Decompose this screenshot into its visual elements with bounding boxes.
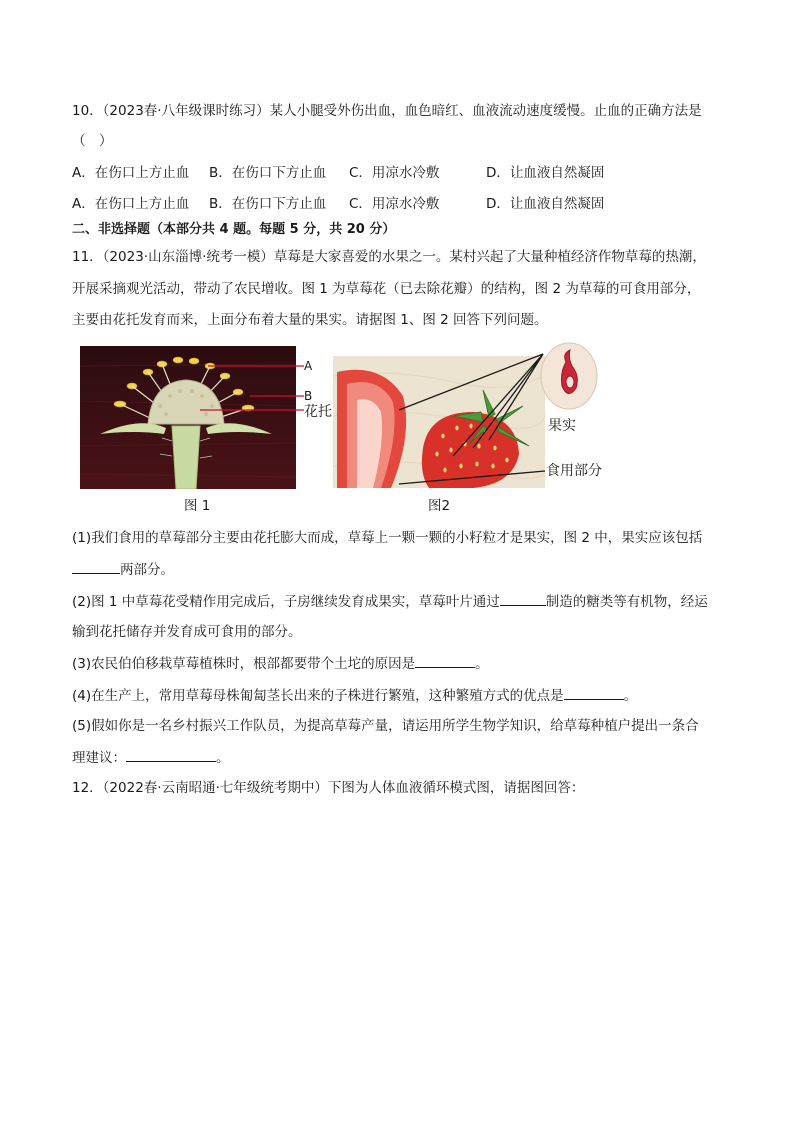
answer-blank[interactable] [500,591,546,606]
answer-blank[interactable] [564,685,624,700]
figure-2-leader-lines [395,348,555,488]
figure-2-label-fruit: 果实 [548,418,576,434]
figure-1-leader-lines [200,356,306,416]
q11-sub3-tail: 。 [475,656,489,672]
q11-sub3-head: (3)农民伯伯移栽草莓植株时，根部都要带个土坨的原因是 [72,656,416,672]
figure-1-label-b: B [304,389,313,403]
q10-option-d: D．让血液自然凝固 [486,165,605,181]
figure-1-label-receptacle: 花托 [304,404,332,420]
q10-option-c: C．用凉水冷敷 [349,165,440,181]
section-heading: 二、非选择题（本部分共 4 题。每题 5 分，共 20 分） [72,222,396,237]
q10-answer-paren: （ ） [72,133,113,149]
q12-stem: 12．（2022春·云南昭通·七年级统考期中）下图为人体血液循环模式图，请据图回答： [72,780,585,796]
answer-blank[interactable] [415,653,475,668]
q11-sub2-line1 [72,591,708,612]
q11-sub4-head: (4)在生产上，常用草莓母株匍匐茎长出来的子株进行繁殖，这种繁殖方式的优点是 [72,688,564,704]
answer-blank[interactable] [126,747,216,762]
q11-sub5-head: 理建议： [72,750,126,766]
q11-stem-line2: 开展采摘观光活动，带动了农民增收。图 1 为草莓花（已去除花瓣）的结构，图 2 为草莓的可食用部分， [72,281,701,297]
q11-sub1-line1: (1)我们食用的草莓部分主要由花托膨大而成，草莓上一颗一颗的小籽粒才是果实，图 2 中，果实应该包括 [72,530,703,546]
q10-option-a: A．在伤口上方止血 [72,165,190,181]
q11-sub5-line2 [72,747,230,768]
q11-sub4-tail: 。 [623,688,638,704]
q10-option-b: B．在伤口下方止血 [209,196,327,212]
q10-option-d: D．让血液自然凝固 [486,196,605,212]
q11-sub5-tail: 。 [216,750,230,766]
q11-sub2-line2: 输到花托储存并发育成可食用的部分。 [72,624,302,640]
q11-sub3-line [72,653,489,674]
figure-1-caption: 图 1 [184,498,211,514]
q10-stem: 10．（2023春·八年级课时练习）某人小腿受外伤出血，血色暗红、血液流动速度缓慢。止血的正确方法是 [72,103,702,119]
q11-sub1-tail: 两部分。 [120,562,174,578]
q11-sub5-line1: (5)假如你是一名乡村振兴工作队员，为提高草莓产量，请运用所学生物学知识，给草莓种植户提出一条合 [72,718,699,734]
q10-option-c: C．用凉水冷敷 [349,196,440,212]
q11-sub1-line2 [72,559,174,580]
q10-option-a: A．在伤口上方止血 [72,196,190,212]
q11-stem-line3: 主要由花托发育而来，上面分布着大量的果实。请据图 1、图 2 回答下列问题。 [72,312,548,328]
q11-sub2-head: (2)图 1 中草莓花受精作用完成后，子房继续发育成果实，草莓叶片通过 [72,594,500,610]
figure-2-caption: 图2 [428,498,451,514]
figure-2-label-edible: 食用部分 [546,463,602,479]
q11-stem-line1: 11．（2023·山东淄博·统考一模）草莓是大家喜爱的水果之一。某村兴起了大量种植经济作物草莓的热潮， [72,249,706,265]
figure-1-label-a: A [304,359,313,373]
q10-option-b: B．在伤口下方止血 [209,165,327,181]
q11-sub2-tail: 制造的糖类等有机物，经运 [545,594,708,610]
q11-sub4-line [72,685,637,706]
answer-blank[interactable] [72,559,120,574]
